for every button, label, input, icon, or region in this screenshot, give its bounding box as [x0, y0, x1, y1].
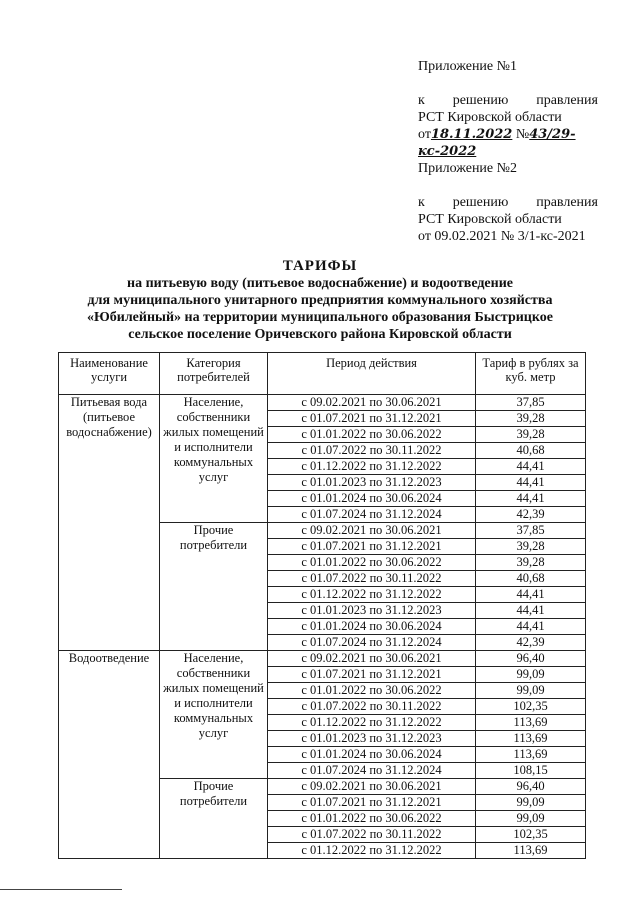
rate-cell: 37,85 — [476, 523, 586, 539]
appendix-2-word-pravlenie: правления — [536, 195, 598, 210]
period-cell: с 01.01.2022 по 30.06.2022 — [268, 555, 476, 571]
rate-cell: 42,39 — [476, 635, 586, 651]
rate-cell: 102,35 — [476, 827, 586, 843]
tariffs-table-body — [59, 395, 586, 859]
rate-cell: 40,68 — [476, 443, 586, 459]
period-cell: с 01.01.2023 по 31.12.2023 — [268, 731, 476, 747]
period-cell: с 01.01.2022 по 30.06.2022 — [268, 427, 476, 443]
appendix-1-authority: РСТ Кировской области — [418, 110, 562, 125]
table-row — [59, 651, 586, 667]
appendix-2-date-number: от 09.02.2021 № 3/1-кс-2021 — [418, 229, 586, 244]
header-service: Наименование услуги — [59, 353, 160, 395]
rate-cell: 39,28 — [476, 427, 586, 443]
period-cell: с 01.12.2022 по 31.12.2022 — [268, 843, 476, 859]
period-cell: с 01.07.2021 по 31.12.2021 — [268, 539, 476, 555]
appendix-2-title: Приложение №2 — [418, 161, 517, 176]
appendix-1-word-reshenie: решению — [452, 93, 509, 108]
period-cell: с 01.07.2022 по 30.11.2022 — [268, 571, 476, 587]
appendix-1-handwritten-number: 43/29-кс-2022 — [418, 127, 576, 159]
period-cell: с 09.02.2021 по 30.06.2021 — [268, 651, 476, 667]
rate-cell: 113,69 — [476, 747, 586, 763]
rate-cell: 39,28 — [476, 539, 586, 555]
period-cell: с 01.01.2024 по 30.06.2024 — [268, 619, 476, 635]
period-cell: с 01.01.2023 по 31.12.2023 — [268, 603, 476, 619]
table-row — [59, 395, 586, 411]
appendix-1-block — [418, 58, 598, 160]
heading-line-4: сельское поселение Оричевского района Кировской области — [128, 327, 512, 342]
footer-rule — [0, 889, 122, 890]
period-cell: с 01.07.2022 по 30.11.2022 — [268, 699, 476, 715]
appendix-1-from-prefix: от — [418, 127, 431, 142]
rate-cell: 39,28 — [476, 555, 586, 571]
period-cell: с 01.07.2022 по 30.11.2022 — [268, 827, 476, 843]
appendix-2-word-k: к — [418, 195, 425, 210]
appendix-1-number-prefix: № — [515, 127, 530, 142]
tariffs-table — [58, 352, 586, 859]
document-title: ТАРИФЫ — [282, 258, 358, 274]
service-name-cell: Питьевая вода (питьевое водоснабжение) — [59, 395, 160, 651]
rate-cell: 39,28 — [476, 411, 586, 427]
rate-cell: 44,41 — [476, 459, 586, 475]
rate-cell: 102,35 — [476, 699, 586, 715]
table-header-row — [59, 353, 586, 395]
rate-cell: 108,15 — [476, 763, 586, 779]
period-cell: с 01.01.2024 по 30.06.2024 — [268, 491, 476, 507]
rate-cell: 44,41 — [476, 587, 586, 603]
period-cell: с 01.01.2023 по 31.12.2023 — [268, 475, 476, 491]
period-cell: с 01.07.2021 по 31.12.2021 — [268, 667, 476, 683]
period-cell: с 01.07.2024 по 31.12.2024 — [268, 763, 476, 779]
period-cell: с 01.07.2021 по 31.12.2021 — [268, 795, 476, 811]
appendix-1-word-k: к — [418, 93, 425, 108]
rate-cell: 113,69 — [476, 843, 586, 859]
category-cell: Население, собственники жилых помещений и исполнители коммунальных услуг — [160, 395, 268, 523]
header-category: Категория потребителей — [160, 353, 268, 395]
appendix-2-block — [418, 160, 598, 245]
appendix-2-authority: РСТ Кировской области — [418, 212, 562, 227]
heading-line-3: «Юбилейный» на территории муниципального образования Быстрицкое — [87, 310, 553, 325]
service-name-cell: Водоотведение — [59, 651, 160, 859]
category-cell: Население, собственники жилых помещений и исполнители коммунальных услуг — [160, 651, 268, 779]
appendix-2-word-reshenie: решению — [452, 195, 509, 210]
period-cell: с 09.02.2021 по 30.06.2021 — [268, 395, 476, 411]
rate-cell: 99,09 — [476, 795, 586, 811]
appendix-1-handwritten-date: 18.11.2022 — [430, 127, 513, 142]
period-cell: с 01.12.2022 по 31.12.2022 — [268, 459, 476, 475]
rate-cell: 40,68 — [476, 571, 586, 587]
period-cell: с 01.07.2022 по 30.11.2022 — [268, 443, 476, 459]
period-cell: с 01.01.2022 по 30.06.2022 — [268, 683, 476, 699]
category-cell: Прочие потребители — [160, 779, 268, 859]
header-period: Период действия — [268, 353, 476, 395]
period-cell: с 01.01.2022 по 30.06.2022 — [268, 811, 476, 827]
period-cell: с 01.12.2022 по 31.12.2022 — [268, 715, 476, 731]
header-rate: Тариф в рублях за куб. метр — [476, 353, 586, 395]
category-cell: Прочие потребители — [160, 523, 268, 651]
rate-cell: 44,41 — [476, 619, 586, 635]
rate-cell: 44,41 — [476, 603, 586, 619]
period-cell: с 09.02.2021 по 30.06.2021 — [268, 779, 476, 795]
period-cell: с 09.02.2021 по 30.06.2021 — [268, 523, 476, 539]
period-cell: с 01.07.2024 по 31.12.2024 — [268, 507, 476, 523]
appendix-1-decision-line — [418, 92, 598, 109]
rate-cell: 113,69 — [476, 731, 586, 747]
rate-cell: 44,41 — [476, 475, 586, 491]
rate-cell: 113,69 — [476, 715, 586, 731]
rate-cell: 99,09 — [476, 667, 586, 683]
period-cell: с 01.12.2022 по 31.12.2022 — [268, 587, 476, 603]
appendix-1-word-pravlenie: правления — [536, 93, 598, 108]
period-cell: с 01.07.2024 по 31.12.2024 — [268, 635, 476, 651]
rate-cell: 37,85 — [476, 395, 586, 411]
rate-cell: 99,09 — [476, 683, 586, 699]
rate-cell: 96,40 — [476, 779, 586, 795]
period-cell: с 01.07.2021 по 31.12.2021 — [268, 411, 476, 427]
rate-cell: 44,41 — [476, 491, 586, 507]
document-heading — [60, 258, 580, 343]
rate-cell: 42,39 — [476, 507, 586, 523]
rate-cell: 99,09 — [476, 811, 586, 827]
heading-line-2: для муниципального унитарного предприятия коммунального хозяйства — [87, 293, 553, 308]
appendix-2-decision-line — [418, 194, 598, 211]
appendix-1-date-number — [418, 126, 598, 160]
rate-cell: 96,40 — [476, 651, 586, 667]
heading-line-1: на питьевую воду (питьевое водоснабжение) и водоотведение — [127, 276, 513, 291]
period-cell: с 01.01.2024 по 30.06.2024 — [268, 747, 476, 763]
appendix-1-title: Приложение №1 — [418, 59, 517, 74]
